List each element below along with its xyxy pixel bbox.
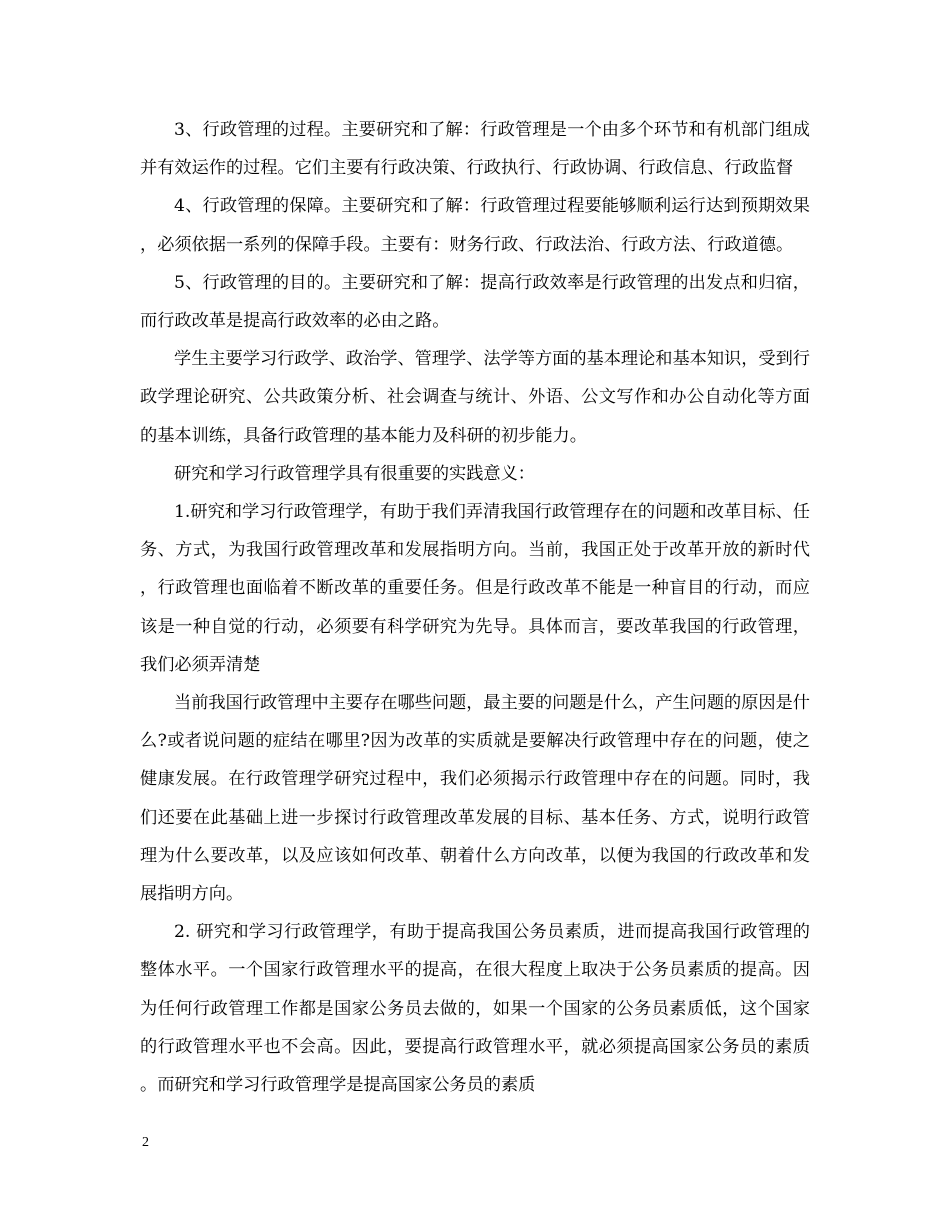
- paragraph-student-study: 学生主要学习行政学、政治学、管理学、法学等方面的基本理论和基本知识，受到行政学理论研究、公共政策分析、社会调查与统计、外语、公文写作和办公自动化等方面的基本训练，具备行政管理的基本能力及科研的初步能力。: [140, 349, 810, 446]
- paragraph-point-one: 1.研究和学习行政管理学，有助于我们弄清我国行政管理存在的问题和改革目标、任务、方式，为我国行政管理改革和发展指明方向。当前，我国正处于改革开放的新时代，行政管理也面临着不断改革的重要任务。但是行政改革不能是一种盲目的行动，而应该是一种自觉的行动，必须要有科学研究为先导。具体而言，要改革我国的行政管理，我们必须弄清楚: [140, 502, 810, 675]
- page-number: 2: [142, 1135, 149, 1150]
- paragraph-administrative-purpose: 5、行政管理的目的。主要研究和了解：提高行政效率是行政管理的出发点和归宿，而行政改革是提高行政效率的必由之路。: [140, 272, 810, 332]
- paragraph-point-two: 2. 研究和学习行政管理学，有助于提高我国公务员素质，进而提高我国行政管理的整体水平。一个国家行政管理水平的提高，在很大程度上取决于公务员素质的提高。因为任何行政管理工作都是国家公务员去做的，如果一个国家的公务员素质低，这个国家的行政管理水平也不会高。因此，要提高行政管理水平，就必须提高国家公务员的素质。而研究和学习行政管理学是提高国家公务员的素质: [140, 922, 810, 1096]
- paragraph-current-problems: 当前我国行政管理中主要存在哪些问题，最主要的问题是什么，产生问题的原因是什么?或者说问题的症结在哪里?因为改革的实质就是要解决行政管理中存在的问题，使之健康发展。在行政管理学研究过程中，我们必须揭示行政管理中存在的问题。同时，我们还要在此基础上进一步探讨行政管理改革发展的目标、基本任务、方式，说明行政管理为什么要改革，以及应该如何改革、朝着什么方向改革，以便为我国的行政改革和发展指明方向。: [140, 693, 810, 905]
- paragraph-practical-significance: 研究和学习行政管理学具有很重要的实践意义：: [174, 463, 535, 484]
- paragraph-administrative-safeguards: 4、行政管理的保障。主要研究和了解：行政管理过程要能够顺利运行达到预期效果，必须依据一系列的保障手段。主要有：财务行政、行政法治、行政方法、行政道德。: [140, 196, 810, 255]
- document-body: [140, 111, 810, 1104]
- paragraph-administrative-process: 3、行政管理的过程。主要研究和了解：行政管理是一个由多个环节和有机部门组成并有效运作的过程。它们主要有行政决策、行政执行、行政协调、行政信息、行政监督: [140, 120, 810, 179]
